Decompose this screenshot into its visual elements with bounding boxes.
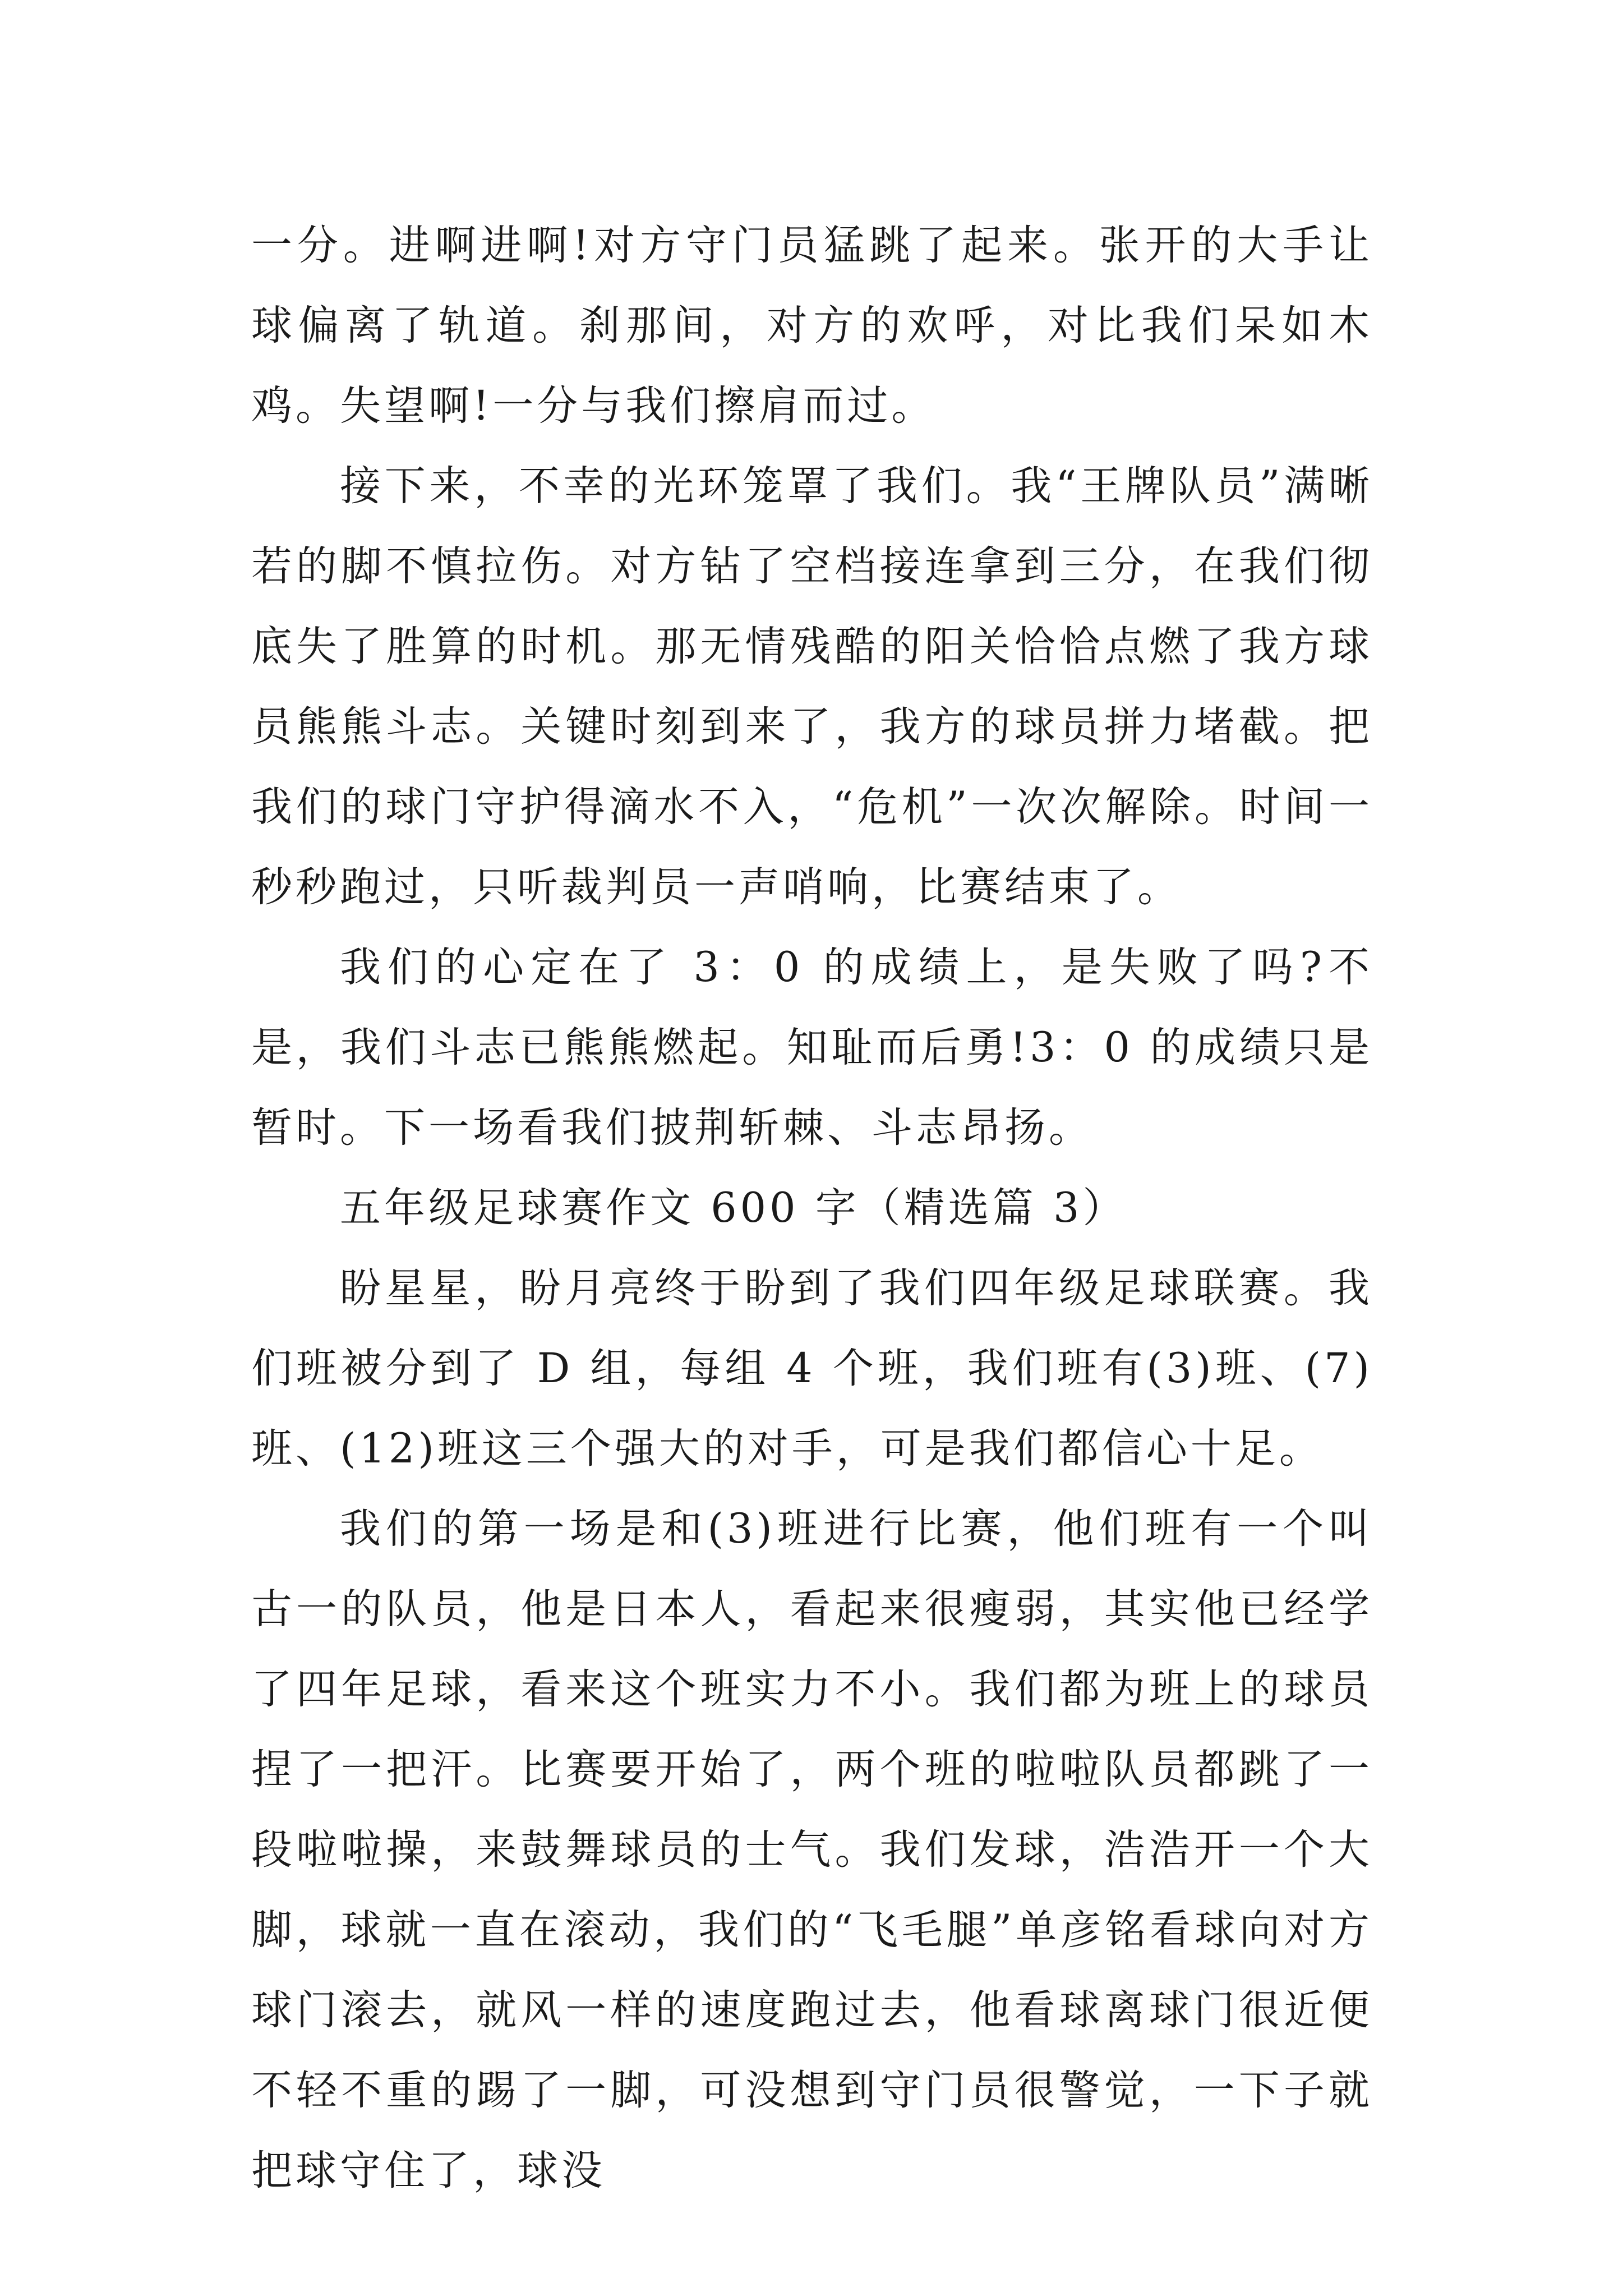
paragraph-3: 我们的心定在了 3：0 的成绩上，是失败了吗?不是，我们斗志已熊熊燃起。知耻而后勇!3：0 的成绩只是暂时。下一场看我们披荆斩棘、斗志昂扬。	[251, 944, 1373, 1152]
section-heading: 五年级足球赛作文 600 字（精选篇 3）	[340, 1184, 1127, 1232]
paragraph-1: 一分。进啊进啊!对方守门员猛跳了起来。张开的大手让球偏离了轨道。刹那间，对方的欢呼，对比我们呆如木鸡。失望啊!一分与我们擦肩而过。	[251, 222, 1373, 430]
paragraph-2: 接下来，不幸的光环笼罩了我们。我“王牌队员”满晰若的脚不慎拉伤。对方钻了空档接连拿到三分，在我们彻底失了胜算的时机。那无情残酷的阳关恰恰点燃了我方球员熊熊斗志。关键时刻到来了，我方的球员拼力堵截。把我们的球门守护得滴水不入，“危机”一次次解除。时间一秒秒跑过，只听裁判员一声哨响，比赛结束了。	[251, 462, 1373, 911]
document-body	[251, 205, 1373, 2211]
paragraph-5: 我们的第一场是和(3)班进行比赛，他们班有一个叫古一的队员，他是日本人，看起来很瘦弱，其实他已经学了四年足球，看来这个班实力不小。我们都为班上的球员捏了一把汗。比赛要开始了，两个班的啦啦队员都跳了一段啦啦操，来鼓舞球员的士气。我们发球，浩浩开一个大脚，球就一直在滚动，我们的“飞毛腿”单彦铭看球向对方球门滚去，就风一样的速度跑过去，他看球离球门很近便不轻不重的踢了一脚，可没想到守门员很警觉，一下子就把球守住了，球没	[251, 1505, 1373, 2194]
paragraph-4: 盼星星，盼月亮终于盼到了我们四年级足球联赛。我们班被分到了 D 组，每组 4 个班，我们班有(3)班、(7)班、(12)班这三个强大的对手，可是我们都信心十足。	[251, 1264, 1373, 1473]
